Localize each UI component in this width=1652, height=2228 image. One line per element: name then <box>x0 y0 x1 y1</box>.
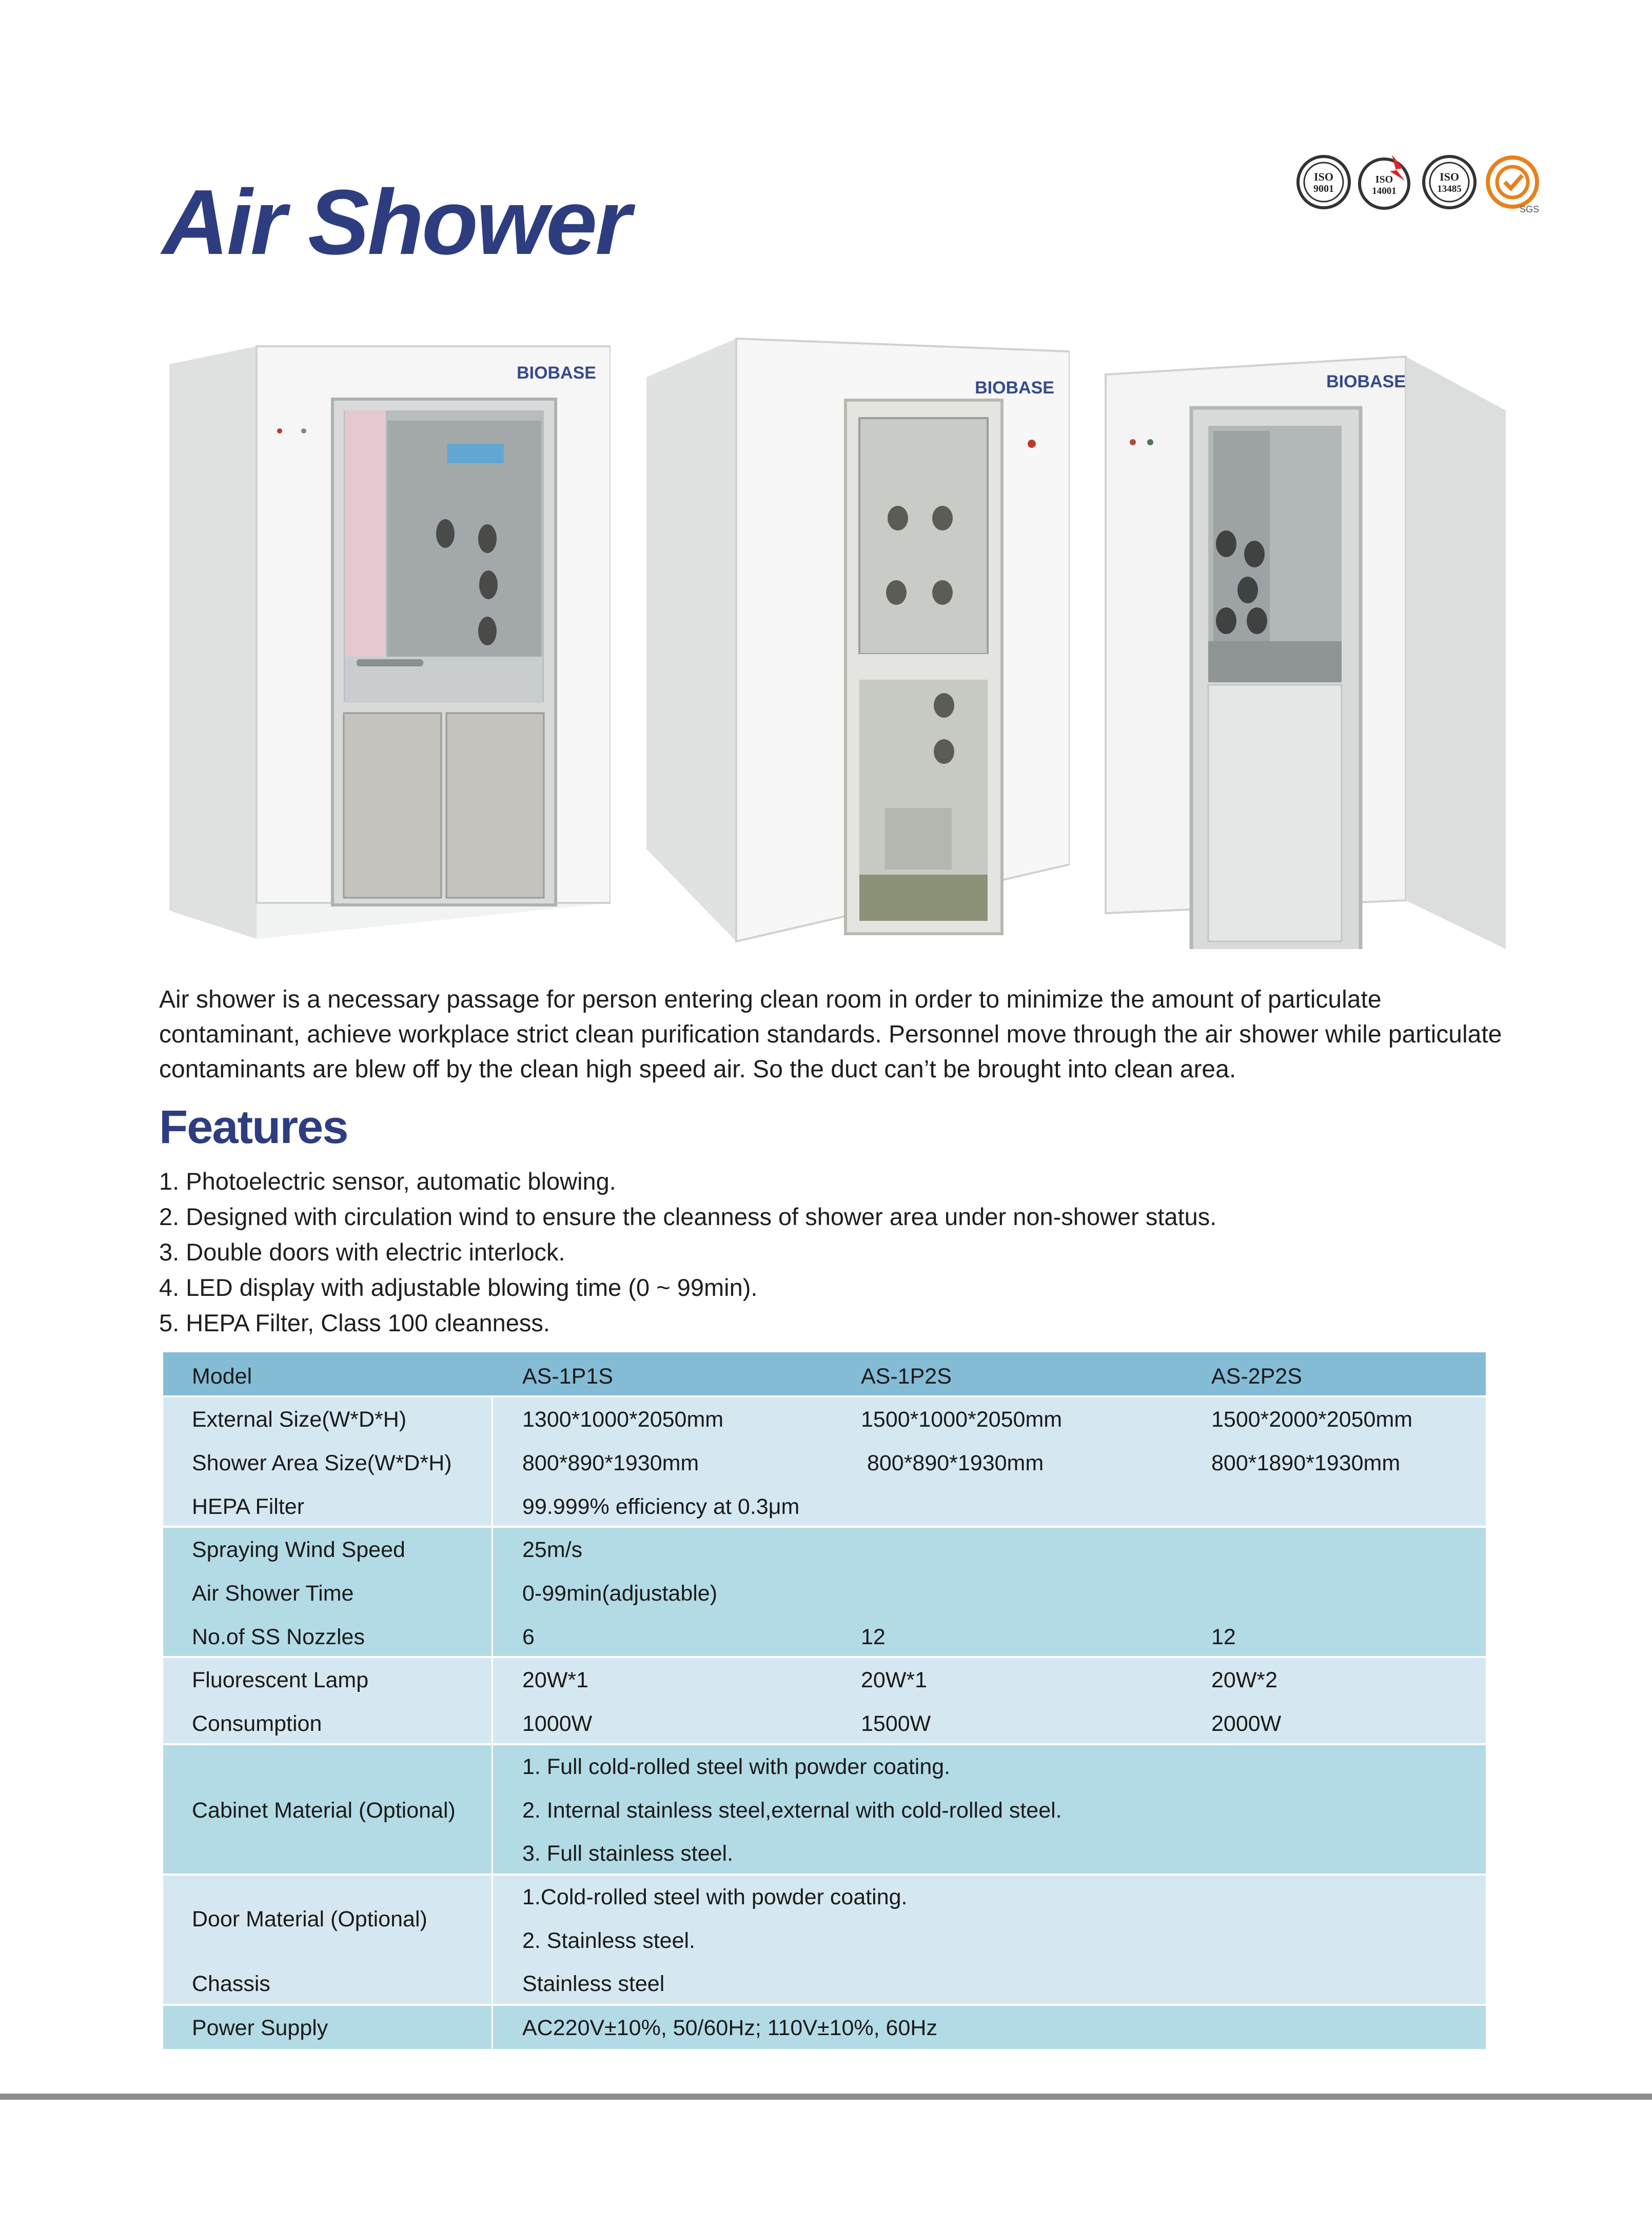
feature-item: 1. Photoelectric sensor, automatic blowing. <box>159 1168 616 1195</box>
brand-label: BIOBASE <box>975 378 1054 398</box>
features-list <box>159 1164 1216 1340</box>
row-label: Power Supply <box>192 2016 328 2040</box>
row-value: 2. Stainless steel. <box>522 1928 696 1953</box>
feature-item: 3. Double doors with electric interlock. <box>159 1238 565 1266</box>
svg-text:9001: 9001 <box>1313 183 1334 194</box>
row-value: 1300*1000*2050mm <box>522 1407 724 1432</box>
feature-item: 4. LED display with adjustable blowing time (0 ~ 99min). <box>159 1274 758 1301</box>
row-value: 3. Full stainless steel. <box>522 1841 734 1866</box>
row-value: 800*1890*1930mm <box>1211 1451 1401 1475</box>
product-image-half-glass <box>1103 354 1508 949</box>
row-value: 99.999% efficiency at 0.3μm <box>522 1494 800 1519</box>
footer-divider <box>0 2094 1652 2100</box>
row-label: External Size(W*D*H) <box>192 1407 407 1432</box>
row-value: 1500*2000*2050mm <box>1211 1407 1413 1432</box>
row-label: Spraying Wind Speed <box>192 1537 405 1562</box>
iso-13485-badge-icon <box>1421 154 1478 215</box>
svg-text:SGS: SGS <box>1519 204 1540 214</box>
row-label: Air Shower Time <box>192 1581 354 1606</box>
feature-item: 2. Designed with circulation wind to ensure the cleanness of shower area under non-shower status. <box>159 1203 1217 1230</box>
row-value: 12 <box>1211 1625 1236 1649</box>
row-value: 1500W <box>861 1711 931 1736</box>
header-cell-as-1p2s: AS-1P2S <box>861 1364 952 1389</box>
brand-label: BIOBASE <box>517 363 596 383</box>
row-value: 1. Full cold-rolled steel with powder coating. <box>522 1754 951 1779</box>
row-value: Stainless steel <box>522 1971 665 1996</box>
intro-paragraph: Air shower is a necessary passage for person entering clean room in order to minimize the amount of particulate contaminant, achieve workplace strict clean purification standards. Personnel move through the air shower while particulate contaminants are blew off by the clean high speed air. So the duct can’t be brought into clean area. <box>159 986 1502 1083</box>
certification-badges <box>1295 154 1544 221</box>
row-value: 0-99min(adjustable) <box>522 1581 718 1606</box>
row-value: 1000W <box>522 1711 593 1736</box>
row-value: 800*890*1930mm <box>522 1451 699 1475</box>
row-value: 20W*1 <box>861 1668 928 1692</box>
row-label: Consumption <box>192 1711 322 1736</box>
row-value: 2. Internal stainless steel,external with cold-rolled steel. <box>522 1798 1062 1823</box>
iso-9001-badge-icon <box>1295 154 1352 215</box>
row-label: Shower Area Size(W*D*H) <box>192 1451 452 1475</box>
product-image-single-door <box>154 344 611 944</box>
iso-14001-badge-icon <box>1356 154 1412 215</box>
brand-label: BIOBASE <box>1326 372 1406 391</box>
spec-table <box>163 1352 1486 2057</box>
svg-text:ISO: ISO <box>1375 174 1393 185</box>
row-label: HEPA Filter <box>192 1494 305 1519</box>
row-value: 25m/s <box>522 1537 583 1562</box>
header-cell-as-1p1s: AS-1P1S <box>522 1364 613 1389</box>
svg-text:ISO: ISO <box>1440 170 1459 183</box>
page-title: Air Shower <box>162 171 630 274</box>
header-cell-model: Model <box>192 1364 252 1389</box>
row-value: 1.Cold-rolled steel with powder coating. <box>522 1885 908 1909</box>
row-value: AC220V±10%, 50/60Hz; 110V±10%, 60Hz <box>522 2016 937 2040</box>
row-value: 1500*1000*2050mm <box>861 1407 1063 1432</box>
sgs-badge-icon <box>1484 154 1541 215</box>
row-value: 6 <box>522 1625 535 1649</box>
row-label: No.of SS Nozzles <box>192 1625 365 1649</box>
product-image-split-door <box>644 336 1070 947</box>
row-label: Chassis <box>192 1971 270 1996</box>
features-heading: Features <box>159 1101 348 1153</box>
header-cell-as-2p2s: AS-2P2S <box>1211 1364 1302 1389</box>
svg-text:ISO: ISO <box>1314 170 1333 183</box>
row-label: Cabinet Material (Optional) <box>192 1798 456 1823</box>
row-value: 12 <box>861 1625 886 1649</box>
svg-text:14001: 14001 <box>1372 186 1397 196</box>
row-value: 20W*2 <box>1211 1668 1278 1692</box>
row-value: 2000W <box>1211 1711 1282 1736</box>
feature-item: 5. HEPA Filter, Class 100 cleanness. <box>159 1309 550 1336</box>
row-value: 20W*1 <box>522 1668 589 1692</box>
row-label: Door Material (Optional) <box>192 1907 427 1931</box>
row-label: Fluorescent Lamp <box>192 1668 369 1692</box>
row-value: 800*890*1930mm <box>861 1451 1044 1475</box>
svg-text:13485: 13485 <box>1437 184 1462 194</box>
